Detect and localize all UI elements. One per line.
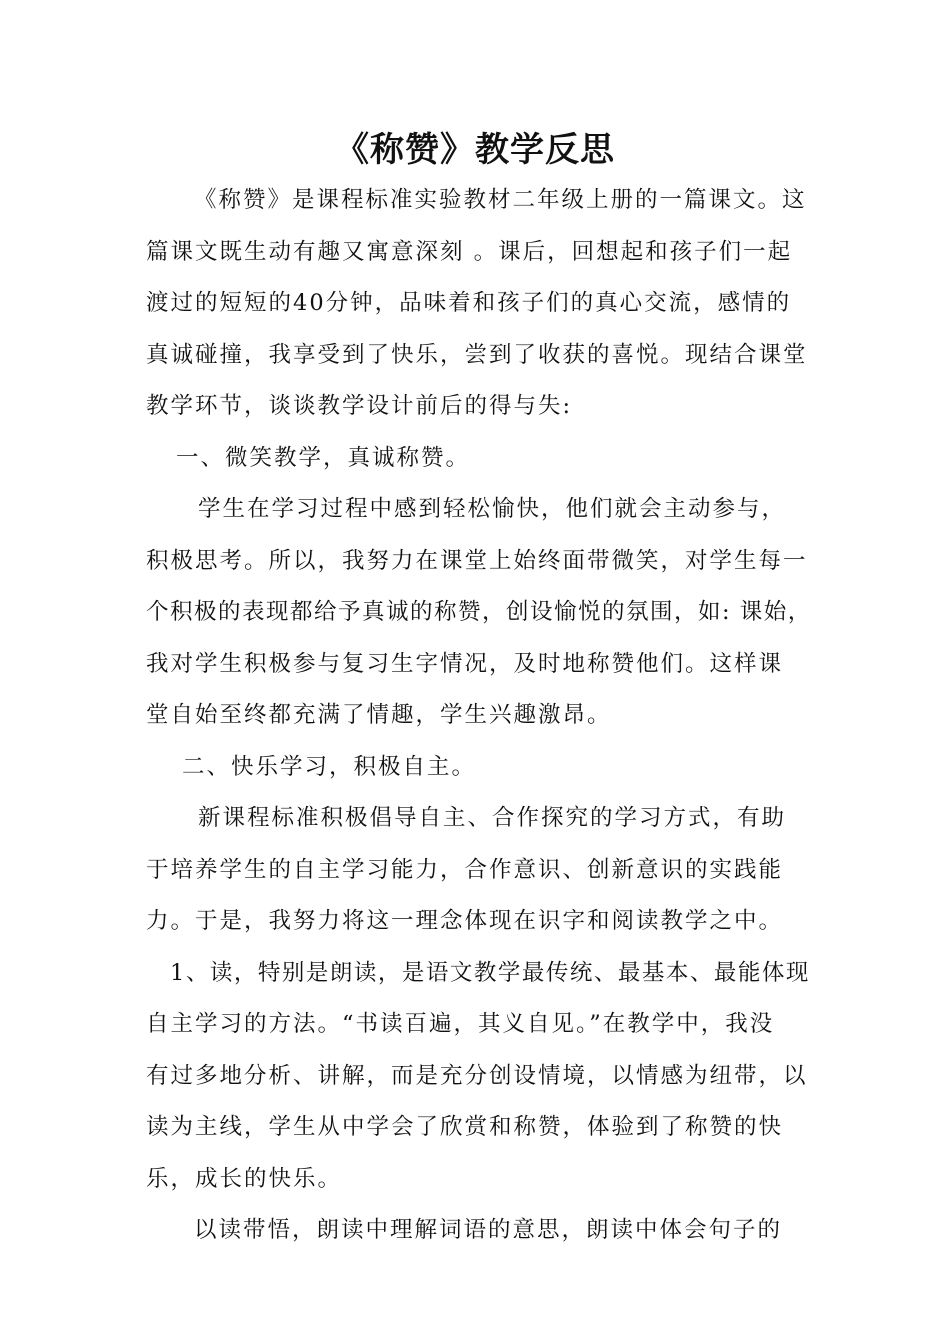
text-line: 新课程标准积极倡导自主、合作探究的学习方式，有助: [198, 805, 787, 831]
text-line: 一、微笑教学，真诚称赞。: [176, 444, 471, 471]
text-line: 真诚碰撞，我享受到了快乐，尝到了收获的喜悦。现结合课堂: [146, 341, 808, 368]
text-line: 个积极的表现都给予真诚的称赞，创设愉悦的氛围，如: 课始，: [146, 599, 812, 625]
text-line: 教学环节，谈谈教学设计前后的得与失:: [146, 393, 573, 419]
text-line: 力。于是，我努力将这一理念体现在识字和阅读教学之中。: [146, 908, 784, 934]
text-line: 篇课文既生动有趣又寓意深刻 。课后，回想起和孩子们一起: [146, 238, 793, 265]
text-line: 于培养学生的自主学习能力，合作意识、创新意识的实践能: [146, 856, 784, 883]
text-line: 学生在学习过程中感到轻松愉快，他们就会主动参与，: [198, 496, 787, 522]
text-line: 读为主线，学生从中学会了欣赏和称赞，体验到了称赞的快: [146, 1114, 784, 1140]
document-title: 《称赞》教学反思: [335, 130, 615, 170]
text-line: 乐，成长的快乐。: [146, 1165, 343, 1192]
text-line: 有过多地分析、讲解，而是充分创设情境，以情感为纽带，以: [146, 1062, 808, 1089]
text-line: 堂自始至终都充满了情趣，学生兴趣激昂。: [146, 702, 612, 728]
text-line: 积极思考。所以，我努力在课堂上始终面带微笑，对学生每一: [146, 547, 808, 574]
text-line: 《称赞》是课程标准实验教材二年级上册的一篇课文。这: [194, 187, 807, 213]
document-body: [146, 175, 816, 1257]
text-line: 渡过的短短的40分钟，品味着和孩子们的真心交流，感情的: [146, 290, 792, 316]
text-line: 自主学习的方法。“书读百遍，其义自见。”在教学中，我没: [146, 1011, 775, 1037]
text-line: 我对学生积极参与复习生字情况，及时地称赞他们。这样课: [146, 650, 784, 677]
text-line: 二、快乐学习，积极自主。: [182, 753, 477, 780]
text-line: 以读带悟，朗读中理解词语的意思，朗读中体会句子的: [194, 1217, 783, 1243]
text-line: 1、读，特别是朗读，是语文教学最传统、最基本、最能体现: [170, 959, 810, 986]
